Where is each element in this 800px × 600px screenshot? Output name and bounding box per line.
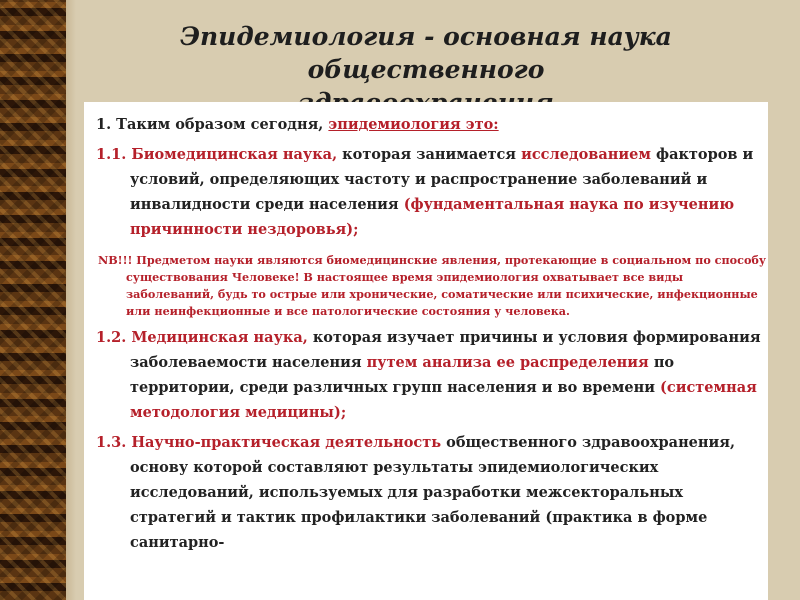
- title-line-1: Эпидемиология - основная наука общественного: [180, 22, 672, 84]
- item-title: Биомедицинская наука,: [131, 146, 338, 163]
- item-highlight: (системная методология медицины);: [130, 379, 757, 421]
- intro-line: [96, 112, 768, 137]
- item-title: Научно-практическая деятельность: [131, 434, 442, 451]
- nb-note: NB!!! Предметом науки являются биомедицинские явления, протекающие в социальном по способу существования Человеке! В настоящее время эпидемиология охватывает все виды заболеваний, будь то острые или хронические, соматические или психические, инфекционные или неинфекционные и все патологические состояния у человека.: [98, 253, 767, 318]
- item-text: общественного здравоохранения, основу которой составляют результаты эпидемиологических исследований, используемых для разработки межсекторальных стратегий и тактик профилактики заболеваний (практика в форме санитарно-: [130, 434, 736, 551]
- texture-edge: [66, 0, 76, 600]
- item-text: которая занимается: [337, 146, 522, 163]
- slide: [76, 0, 800, 600]
- intro-text: 1. Таким образом сегодня,: [96, 116, 329, 133]
- item-1-3: [96, 430, 768, 555]
- slide-body: [96, 112, 768, 555]
- item-highlight: исследованием: [521, 146, 651, 163]
- item-text: факторов и условий, определяющих частоту и распространение заболеваний и инвалидности среди населения: [130, 146, 754, 213]
- item-number: 1.2.: [96, 329, 132, 346]
- item-1-2: [96, 325, 768, 425]
- item-text: которая изучает причины и условия формирования заболеваемости населения: [130, 329, 761, 371]
- item-1-1: [96, 142, 768, 242]
- item-number: 1.1.: [96, 146, 132, 163]
- item-highlight: (фундаментальная наука по изучению причинности нездоровья);: [130, 196, 735, 238]
- item-title: Медицинская наука,: [131, 329, 308, 346]
- intro-highlight: эпидемиология это:: [328, 116, 499, 133]
- item-highlight: путем анализа ее распределения: [366, 354, 649, 371]
- item-text: по территории, среди различных групп населения и во времени: [130, 354, 675, 396]
- decorative-texture-strip: [0, 0, 66, 600]
- item-number: 1.3.: [96, 434, 132, 451]
